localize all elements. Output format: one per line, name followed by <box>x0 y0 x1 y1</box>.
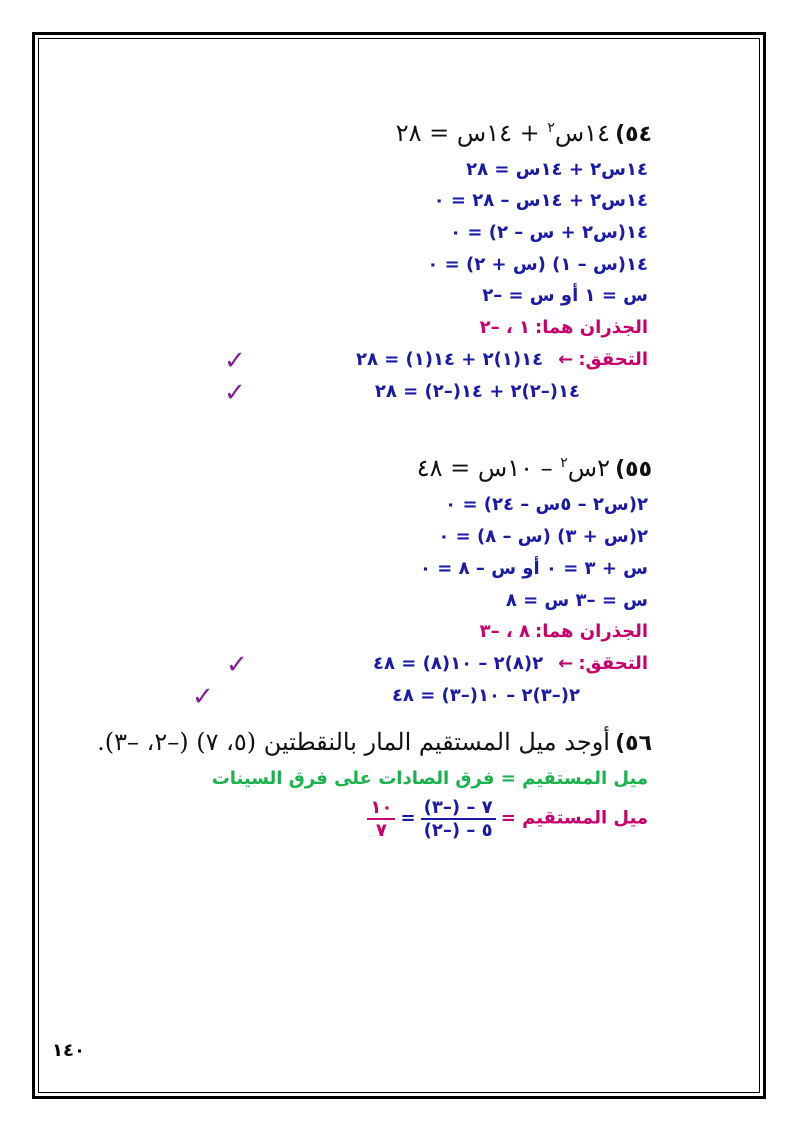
result-numerator: ١٠ <box>367 797 395 820</box>
equals-sign: = <box>400 807 416 829</box>
problem-55-roots <box>480 621 648 642</box>
problem-54-step-3: ١٤(س٢ + س – ٢) = ٠ <box>450 222 648 243</box>
problem-54-number: ٥٤) <box>615 122 652 147</box>
slope-label: ميل المستقيم = <box>500 807 648 829</box>
slope-rule: ميل المستقيم = فرق الصادات على فرق السينات <box>211 768 648 789</box>
slope-calculation <box>367 797 648 841</box>
problem-55-check-2: ٢(–٣)٢ – ١٠(–٣) = ٤٨ <box>391 685 580 706</box>
problem-56-number: ٥٦) <box>615 731 652 756</box>
problem-55-step-1: ٢(س٢ – ٥س – ٢٤) = ٠ <box>445 494 648 515</box>
roots-value: ٨ ، –٣ <box>479 621 530 642</box>
fraction-denominator: ٥ – (–٢) <box>423 820 493 841</box>
problem-54-statement <box>396 119 652 147</box>
problem-54-equation: ١٤س$^٢$ + ١٤س = ٢٨ <box>395 119 610 147</box>
arrow-icon: ← <box>558 653 574 674</box>
problem-55-statement <box>417 454 652 482</box>
checkmark-icon: ✓ <box>224 346 246 376</box>
page-border-inner <box>38 38 760 1093</box>
problem-56-statement <box>97 728 652 756</box>
check-equation: ٢(٨)٢ – ١٠(٨) = ٤٨ <box>373 653 544 674</box>
problem-54-step-1: ١٤س٢ + ١٤س = ٢٨ <box>466 159 648 180</box>
check-label: التحقق: <box>578 349 648 370</box>
problem-54-step-2: ١٤س٢ + ١٤س – ٢٨ = ٠ <box>433 190 648 211</box>
problem-56-text: أوجد ميل المستقيم المار بالنقطتين (٥، ٧) (–٢، –٣). <box>97 728 610 756</box>
fraction-numerator: ٧ – (–٣) <box>421 797 496 820</box>
checkmark-icon: ✓ <box>226 650 248 680</box>
problem-54-step-4: ١٤(س – ١) (س + ٢) = ٠ <box>427 254 648 275</box>
problem-55-equation: ٢س$^٢$ – ١٠س = ٤٨ <box>416 454 610 482</box>
check-label: التحقق: <box>578 653 648 674</box>
checkmark-icon: ✓ <box>192 682 214 712</box>
problem-54-roots <box>480 317 648 338</box>
roots-label: الجذران هما: <box>535 621 648 642</box>
roots-label: الجذران هما: <box>535 317 648 338</box>
problem-55-number: ٥٥) <box>615 457 652 482</box>
problem-54-step-5: س = ١ أو س = –٢ <box>482 285 648 306</box>
slope-result <box>367 797 395 841</box>
problem-54-check-2: ١٤(–٢)٢ + ١٤(–٢) = ٢٨ <box>374 381 580 402</box>
problem-55-step-2: ٢(س + ٣) (س – ٨) = ٠ <box>438 526 648 547</box>
page-number: ١٤٠ <box>52 1040 85 1061</box>
check-equation: ١٤(١)٢ + ١٤(١) = ٢٨ <box>355 349 544 370</box>
roots-value: ١ ، –٢ <box>479 317 530 338</box>
result-denominator: ٧ <box>375 820 387 841</box>
slope-fraction <box>421 797 496 841</box>
problem-55-step-3: س + ٣ = ٠ أو س – ٨ = ٠ <box>420 558 648 579</box>
problem-55-step-4: س = –٣ س = ٨ <box>505 590 648 611</box>
problem-54-check-1 <box>356 349 648 370</box>
problem-55-check-1 <box>373 653 648 674</box>
checkmark-icon: ✓ <box>224 378 246 408</box>
arrow-icon: ← <box>558 349 574 370</box>
